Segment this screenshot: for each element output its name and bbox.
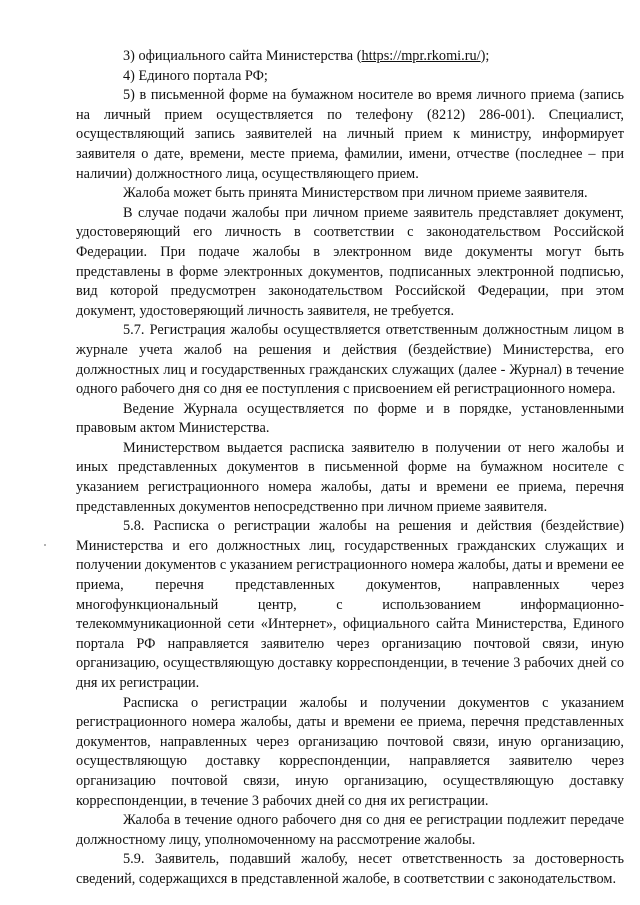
scan-speck bbox=[44, 544, 46, 546]
paragraph-journal-keeping: Ведение Журнала осуществляется по форме и в порядке, установленными правовым актом Министерства. bbox=[76, 400, 624, 437]
item-3-official-site bbox=[76, 47, 624, 67]
section-5-8-receipt: 5.8. Расписка о регистрации жалобы на решения и действия (бездействие) Министерства и его должностных лиц, государственных гражданских служащих и получении документов с указанием регистрационного номера жалобы, даты и времени ее приема, перечня представленных документов, направленных через многофункциональный центр, с использованием информационно-телекоммуникационной сети «Интернет», официального сайта Министерства, Единого портала РФ направляется заявителю через организацию почтовой связи, иную организацию, осуществляющую доставку корреспонденции, в течение 3 рабочих дней со дня их регистрации. bbox=[76, 518, 624, 691]
document-page bbox=[76, 47, 624, 890]
item-4-unified-portal: 4) Единого портала РФ; bbox=[123, 67, 268, 84]
item-5-paper-form: 5) в письменной форме на бумажном носителе во время личного приема (запись на личный прием осуществляется по телефону (8212) 286-001). Специалист, осуществляющий запись заявителей на личный прием к министру, информирует заявителя о дате, времени, месте приема, фамилии, имени, отчестве (последнее – при наличии) должностного лица, осуществляющего прием. bbox=[76, 87, 624, 182]
paragraph-identity-document: В случае подачи жалобы при личном приеме заявитель представляет документ, удостоверяющий его личность в соответствии с законодательством Российской Федерации. При подаче жалобы в электронном виде документы могут быть представлены в форме электронных документов, подписанных электронной подписью, вид которой предусмотрен законодательством Российской Федерации, при этом документ, удостоверяющий личность заявителя, не требуется. bbox=[76, 204, 624, 319]
paragraph-receipt-postal: Расписка о регистрации жалобы и получении документов с указанием регистрационного номера жалобы, даты и времени ее приема, перечня представленных документов, направленных через организацию почтовой связи, иную организацию, осуществляющую доставку корреспонденции, направляется заявителю через организацию почтовой связи, иную организацию, осуществляющую доставку корреспонденции, в течение 3 рабочих дней со дня их регистрации. bbox=[76, 694, 624, 809]
item-3-suffix: ); bbox=[480, 48, 490, 64]
section-5-7-registration: 5.7. Регистрация жалобы осуществляется ответственным должностным лицом в журнале учета жалоб на решения и действия (бездействие) Министерства, его должностных лиц и государственных гражданских служащих (далее - Журнал) в течение одного рабочего дня со дня ее поступления с присвоением ей регистрационного номера. bbox=[76, 322, 624, 398]
item-3-prefix: 3) официального сайта Министерства ( bbox=[123, 48, 362, 64]
section-5-9-responsibility: 5.9. Заявитель, подавший жалобу, несет ответственность за достоверность сведений, содержащихся в представленной жалобе, в соответствии с законодательством. bbox=[76, 851, 624, 887]
ministry-site-link[interactable]: https://mpr.rkomi.ru/ bbox=[361, 48, 481, 64]
paragraph-receipt-issue: Министерством выдается расписка заявителю в получении от него жалобы и иных представленных документов в письменной форме на бумажном носителе с указанием регистрационного номера жалобы, даты и времени ее приема, перечня представленных документов непосредственно при личном приеме заявителя. bbox=[76, 439, 624, 515]
paragraph-transfer-to-official: Жалоба в течение одного рабочего дня со дня ее регистрации подлежит передаче должностному лицу, уполномоченному на рассмотрение жалобы. bbox=[76, 812, 624, 848]
paragraph-personal-reception: Жалоба может быть принята Министерством при личном приеме заявителя. bbox=[123, 185, 588, 202]
